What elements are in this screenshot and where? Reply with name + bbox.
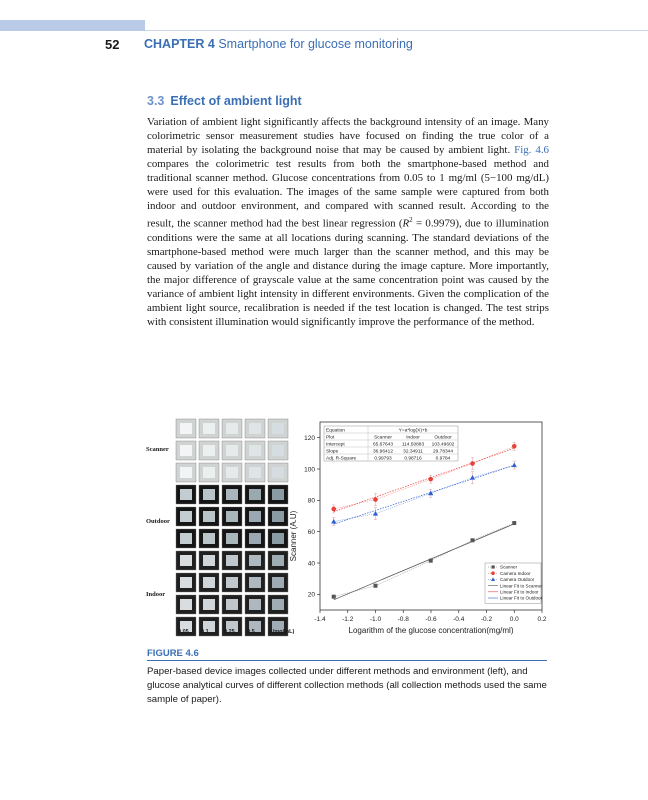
fit-table-cell: 114.50883 — [401, 442, 425, 448]
test-spot — [249, 533, 261, 544]
header-rule — [145, 30, 648, 31]
fit-table-header: Indoor — [406, 435, 420, 441]
test-spot — [203, 489, 215, 500]
fit-table-header: Plot — [326, 435, 335, 441]
x-tick-label: -0.4 — [453, 616, 465, 623]
test-spot — [180, 555, 192, 566]
y-tick-label: 40 — [307, 560, 315, 568]
x-axis-label: Logarithm of the glucose concentration(mg/ml) — [348, 626, 514, 635]
point-indoor — [428, 477, 433, 482]
test-spot — [226, 445, 238, 456]
test-spot — [249, 577, 261, 588]
test-spot — [180, 467, 192, 478]
x-tick-label: -1.2 — [342, 616, 354, 623]
point-indoor — [470, 461, 475, 466]
fit-table-equation: Y=a*log(X)+b — [398, 428, 428, 434]
legend-label: Camera Outdoor — [500, 577, 535, 583]
test-spot — [249, 489, 261, 500]
test-spot — [272, 533, 284, 544]
point-indoor — [331, 507, 336, 512]
r-symbol: R — [402, 217, 410, 230]
test-spot — [203, 467, 215, 478]
y-tick-label: 20 — [307, 591, 315, 599]
test-spot — [203, 445, 215, 456]
body-text-2: compares the colorimetric test results from both the smartphone-based method and traditional scanner method. Glucose concentrations from 0.05 to 1 mg/ml (5−100 mg/dL) were used for this evaluation. The images of the same sample were captured from both indoor and outdoor environment, and compared with scanned result. According to the result, the scanner method had the best linear regression ( — [147, 158, 549, 230]
point-indoor — [512, 444, 517, 449]
chart — [289, 422, 547, 635]
figure-4-6 — [146, 414, 550, 636]
point-scanner — [512, 521, 516, 525]
x-tick-label: -0.8 — [397, 616, 409, 623]
legend-label: Linear Fit to Outdoor — [500, 595, 543, 601]
point-scanner — [332, 595, 336, 599]
point-indoor — [373, 497, 378, 502]
test-spot — [249, 599, 261, 610]
fit-table-equation-label: Equation — [326, 428, 345, 434]
legend-label: Camera Indoor — [500, 570, 531, 576]
photo-row-label-scanner: Scanner — [146, 446, 169, 453]
test-spot — [272, 511, 284, 522]
test-spot — [180, 533, 192, 544]
test-spot — [249, 467, 261, 478]
caption-rule — [147, 660, 547, 661]
legend-label: Scanner — [500, 564, 518, 570]
x-tick-label: -0.2 — [480, 616, 493, 623]
test-spot — [272, 555, 284, 566]
test-spot — [226, 555, 238, 566]
test-spot — [226, 577, 238, 588]
x-tick-label: -0.6 — [425, 616, 437, 623]
running-header — [144, 37, 413, 51]
x-tick-label: 0.0 — [509, 616, 519, 623]
legend-marker-square — [492, 565, 495, 568]
fit-table-cell: 32.34911 — [403, 449, 423, 455]
y-tick-label: 120 — [304, 434, 315, 442]
legend-label: Linear Fit to Indoor — [500, 589, 539, 595]
test-spot — [180, 511, 192, 522]
test-spot — [226, 467, 238, 478]
x-tick-label: 0.2 — [537, 616, 547, 623]
test-spot — [226, 599, 238, 610]
section-heading — [147, 94, 302, 108]
section-title: Effect of ambient light — [170, 94, 302, 108]
test-spot — [180, 489, 192, 500]
fit-table-cell: Adj. R-Square — [326, 456, 357, 462]
chapter-label: CHAPTER 4 — [144, 37, 215, 51]
section-number: 3.3 — [147, 94, 165, 108]
point-scanner — [429, 559, 433, 563]
chapter-title: Smartphone for glucose monitoring — [218, 37, 413, 51]
fit-table-cell: 29.78344 — [432, 449, 454, 455]
fit-equation-table — [324, 426, 458, 461]
test-spot — [272, 577, 284, 588]
test-spot — [272, 423, 284, 434]
legend-label: Linear Fit to Scanner — [500, 583, 543, 589]
test-spot — [226, 511, 238, 522]
figure-link[interactable]: Fig. 4.6 — [514, 144, 549, 157]
fit-table-cell: 103.49602 — [431, 442, 455, 448]
legend-marker-circle — [491, 571, 495, 575]
photo-column-label: 0.05 — [178, 629, 189, 635]
test-spot — [203, 533, 215, 544]
fit-table-cell: 65.67643 — [372, 442, 394, 448]
test-spot — [203, 555, 215, 566]
test-spot — [203, 599, 215, 610]
figure-caption: Paper-based device images collected under different methods and environment (left), and glucose analytical curves of different collection methods (all collection methods used the same sample of paper). — [147, 666, 547, 705]
body-paragraph — [147, 115, 549, 329]
fit-table-header: Outdoor — [434, 435, 452, 441]
body-text-3: = 0.9979), due to illumination conditions were the same at all locations during scanning. The standard deviations of the smartphone-based method were much larger than the scanner method, and this may be caused by variation of the angle and distance during the image capture. More importantly, the major difference of grayscale value at the same concentration point was caused by the variance of ambient light intensity in different environments. Given the complication of the ambient light source, recalibration is needed if the test location is changed. The test strips with consistent illumination would significantly improve the performance of the method. — [147, 217, 549, 329]
test-spot — [180, 599, 192, 610]
test-spot — [272, 599, 284, 610]
fit-table-cell: 0.98716 — [404, 456, 422, 462]
test-spot — [203, 577, 215, 588]
point-scanner — [470, 538, 474, 542]
test-spot — [249, 445, 261, 456]
x-tick-label: -1.4 — [314, 616, 326, 623]
photo-row-label-indoor: Indoor — [146, 591, 166, 598]
figure-svg — [146, 414, 550, 636]
y-tick-label: 60 — [307, 528, 315, 536]
test-spot — [272, 467, 284, 478]
photo-column-label: 0.5 — [247, 629, 255, 635]
y-tick-label: 100 — [304, 466, 315, 474]
y-axis-label: Scanner (A.U) — [289, 510, 298, 562]
test-spot — [249, 423, 261, 434]
test-spot — [203, 511, 215, 522]
test-spot — [272, 489, 284, 500]
test-spot — [272, 445, 284, 456]
test-spot — [226, 423, 238, 434]
photo-column-label: 1 (mg/mL) — [268, 629, 295, 635]
figure-label: FIGURE 4.6 — [147, 648, 199, 659]
page-number: 52 — [105, 37, 120, 52]
photo-column-label: 0.1 — [201, 629, 209, 635]
test-spot — [226, 489, 238, 500]
chart-legend — [485, 563, 543, 603]
y-tick-label: 80 — [307, 497, 315, 505]
photo-column-label: 0.25 — [224, 629, 235, 635]
photo-row-label-outdoor: Outdoor — [146, 518, 170, 525]
test-spot — [249, 555, 261, 566]
r-exponent: 2 — [409, 216, 413, 225]
point-scanner — [374, 584, 378, 588]
test-spot — [249, 511, 261, 522]
test-spot — [180, 577, 192, 588]
fit-table-cell: Slope — [326, 449, 339, 455]
fit-table-cell: 0.9784 — [435, 456, 451, 462]
header-accent-bar — [0, 20, 145, 31]
test-spot — [226, 533, 238, 544]
fit-table-cell: 0.99793 — [374, 456, 392, 462]
body-text-1: Variation of ambient light significantly affects the background intensity of an image. Many colorimetric sensor measurement studies have focused on finding the true color of a material by isolating the background noise that may be caused by ambient light. — [147, 116, 549, 157]
test-spot — [203, 423, 215, 434]
fit-table-cell: Intercept — [326, 442, 345, 448]
x-tick-label: -1.0 — [369, 616, 382, 623]
photo-panel — [146, 414, 297, 636]
test-spot — [180, 423, 192, 434]
fit-table-header: Scanner — [374, 435, 392, 441]
fit-table-cell: 36.96412 — [372, 449, 394, 455]
test-spot — [180, 445, 192, 456]
